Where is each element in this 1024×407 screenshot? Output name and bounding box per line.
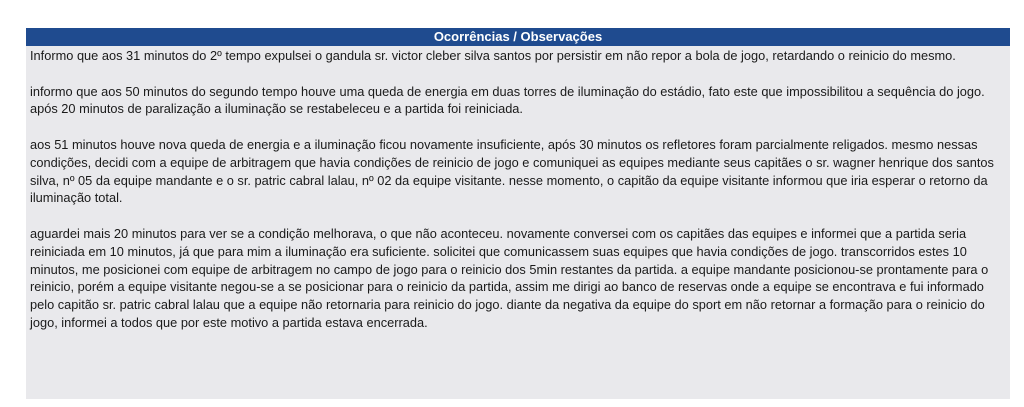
observations-panel — [26, 28, 1010, 399]
observation-paragraph-2: informo que aos 50 minutos do segundo tempo houve uma queda de energia em duas torres de iluminação do estádio, fato este que impossibilitou a sequência do jogo. após 20 minutos de paralização a iluminação se restabeleceu e a partida foi reiniciada. — [30, 83, 985, 117]
observation-paragraph-3: aos 51 minutos houve nova queda de energia e a iluminação ficou novamente insuficiente, após 30 minutos os refletores foram parcialmente religados. mesmo nessas condições, decidi com a equipe de arbitragem que havia condições de reinicio de jogo e comuniquei as equipes mediante seus capitães o sr. wagner henrique dos santos silva, nº 05 da equipe mandante e o sr. patric cabral lalau, nº 02 da equipe visitante. nesse momento, o capitão da equipe visitante informou que iria esperar o retorno da iluminação total. — [30, 136, 994, 206]
panel-title: Ocorrências / Observações — [26, 28, 1010, 46]
observation-paragraph-1: Informo que aos 31 minutos do 2º tempo expulsei o gandula sr. victor cleber silva santos por persistir em não repor a bola de jogo, retardando o reinicio do mesmo. — [30, 48, 956, 63]
observation-paragraph-4: aguardei mais 20 minutos para ver se a condição melhorava, o que não aconteceu. novamente conversei com os capitães das equipes e informei que a partida seria reiniciada em 10 minutos, já que para mim a iluminação era suficiente. solicitei que comunicassem suas equipes que havia condições de jogo. transcorridos estes 10 minutos, me posicionei com equipe de arbitragem no campo de jogo para o reinicio dos 5min restantes da partida. a equipe mandante posicionou-se prontamente para o reinicio, porém a equipe visitante negou-se a se posicionar para o reinicio da partida, assim me dirigi ao banco de reservas onde a equipe se encontrava e fui informado pelo capitão sr. patric cabral lalau que a equipe não retornaria para reinicio do jogo. diante da negativa da equipe do sport em não retornar a formação para o reinicio do jogo, informei a todos que por este motivo a partida estava encerrada. — [30, 225, 989, 330]
panel-body — [26, 46, 1010, 332]
